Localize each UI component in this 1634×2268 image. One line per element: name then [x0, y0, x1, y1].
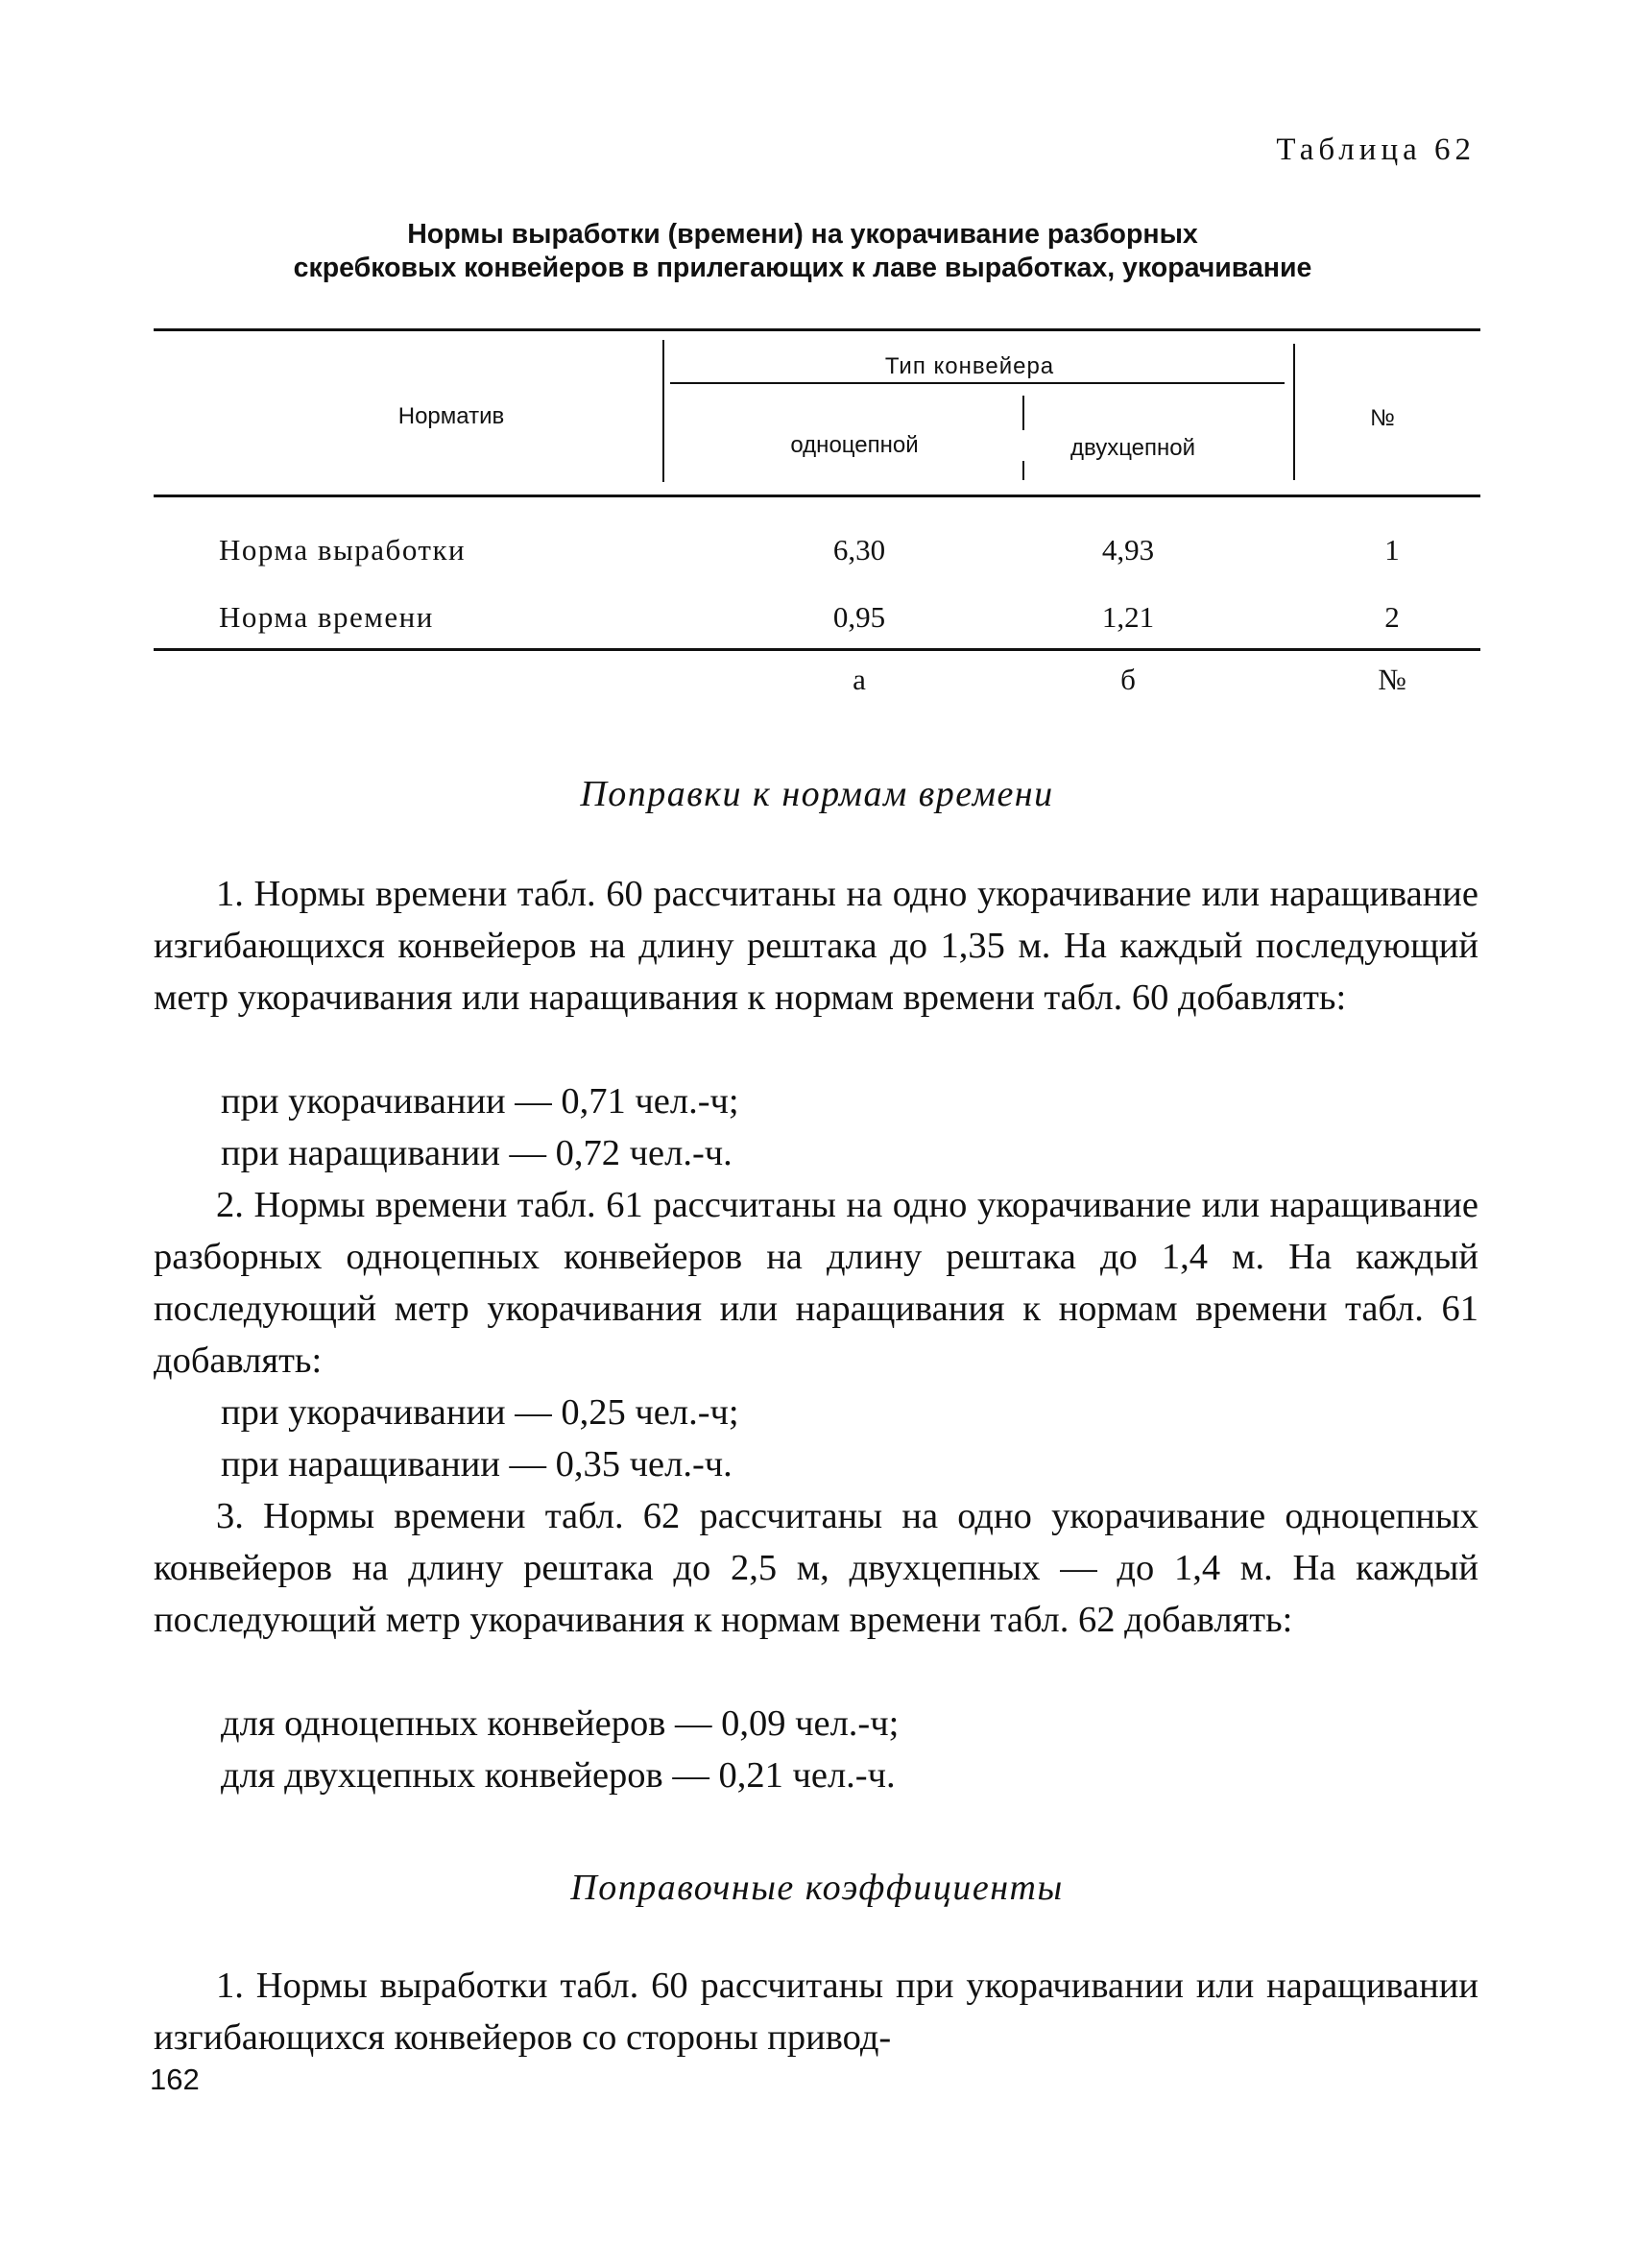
table-label: Таблица 62 — [1276, 133, 1476, 167]
row-value-a: 0,95 — [832, 600, 886, 634]
section-title-correction-factors: Поправочные коэффициенты — [570, 1868, 1064, 1908]
list-item: при наращивании — 0,35 чел.-ч. — [221, 1444, 733, 1484]
table-divider-right — [1293, 344, 1295, 480]
list-item: при наращивании — 0,72 чел.-ч. — [221, 1133, 733, 1173]
list-item: при укорачивании — 0,71 чел.-ч; — [221, 1081, 739, 1122]
table-bottom-rule — [154, 648, 1480, 651]
row-value-b: 1,21 — [1101, 600, 1155, 634]
table-caption-line-1: Нормы выработки (времени) на укорачивание разборных — [407, 219, 1198, 250]
paragraph-3-text: 3. Нормы времени табл. 62 рассчитаны на одно укорачивание одноцепных конвейеров на длину рештака до 2,5 м, двухцепных — до 1,4 м. На каждый последующий метр укорачивания к нормам времени табл. 62 добавлять: — [154, 1496, 1478, 1640]
paragraph-2-text: 2. Нормы времени табл. 61 рассчитаны на одно укорачивание или наращивание разборных одноцепных конвейеров на длину рештака до 1,4 м. На каждый последующий метр укорачивания или наращивания к нормам времени табл. 61 добавлять: — [154, 1185, 1478, 1381]
header-bottom-rule — [154, 495, 1480, 497]
subheader-divider-lower — [1022, 461, 1024, 480]
row-number: 1 — [1384, 533, 1400, 567]
row-value-a: 6,30 — [832, 533, 886, 567]
paragraph-4 — [154, 1960, 1478, 2063]
row-number: 2 — [1384, 600, 1400, 634]
row-label: Норма времени — [219, 600, 434, 634]
footer-number: № — [1378, 663, 1406, 696]
footer-col-b: б — [1120, 663, 1136, 696]
group-underline — [670, 382, 1285, 384]
paragraph-1 — [154, 868, 1478, 1024]
paragraph-3 — [154, 1490, 1478, 1646]
section-title-time-corrections: Поправки к нормам времени — [580, 774, 1054, 814]
header-normativ: Норматив — [397, 403, 505, 429]
paragraph-4-text: 1. Нормы выработки табл. 60 рассчитаны при укорачивании или наращивании изгибающихся конвейеров со стороны привод- — [154, 1966, 1478, 2058]
subheader-divider — [1022, 396, 1024, 430]
header-double-chain: двухцепной — [1069, 435, 1196, 461]
paragraph-1-text: 1. Нормы времени табл. 60 рассчитаны на одно укорачивание или наращивание изгибающихся конвейеров на длину рештака до 1,35 м. На каждый последующий метр укорачивания или наращивания к нормам времени табл. 60 добавлять: — [154, 874, 1478, 1018]
list-item: для одноцепных конвейеров — 0,09 чел.-ч; — [221, 1703, 900, 1744]
header-number: № — [1370, 405, 1395, 431]
paragraph-2 — [154, 1179, 1478, 1387]
row-label: Норма выработки — [219, 533, 467, 567]
row-value-b: 4,93 — [1101, 533, 1155, 567]
table-top-rule — [154, 328, 1480, 331]
header-conveyor-type: Тип конвейера — [884, 353, 1055, 379]
page-number: 162 — [150, 2063, 200, 2096]
footer-col-a: а — [853, 663, 866, 696]
list-item: для двухцепных конвейеров — 0,21 чел.-ч. — [221, 1755, 896, 1796]
list-item: при укорачивании — 0,25 чел.-ч; — [221, 1392, 739, 1433]
table-divider-left — [662, 340, 664, 482]
table-caption-line-2: скребковых конвейеров в прилегающих к лаве выработках, укорачивание — [293, 253, 1312, 283]
header-single-chain: одноцепной — [790, 432, 919, 458]
